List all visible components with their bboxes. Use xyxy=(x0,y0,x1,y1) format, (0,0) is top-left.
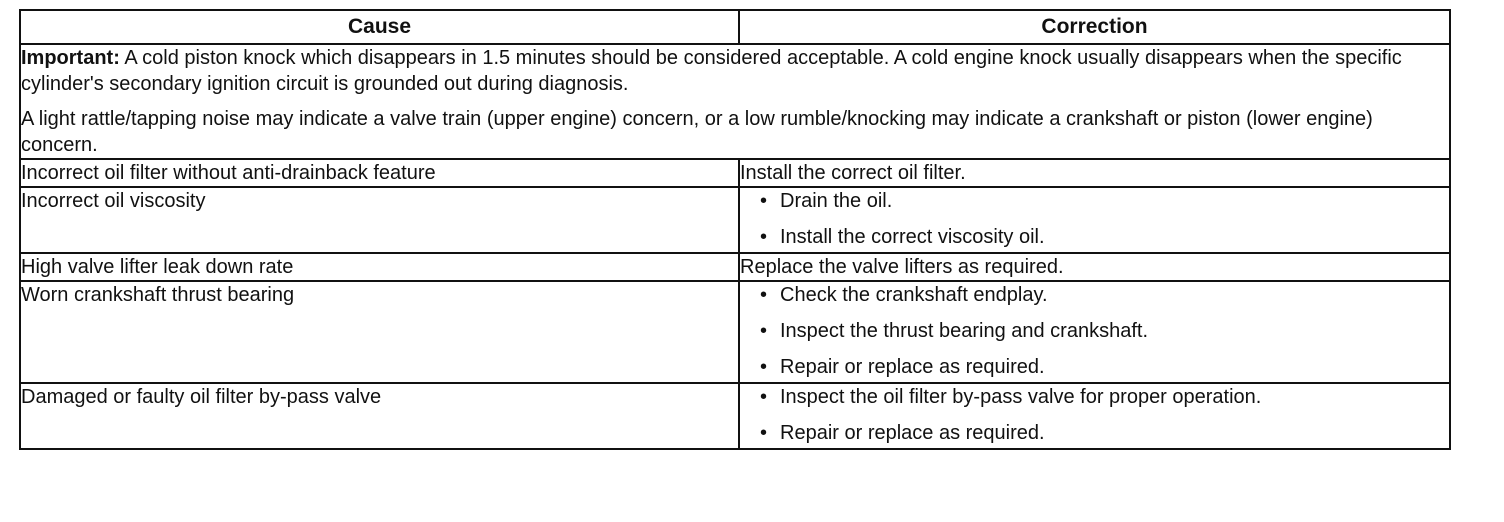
list-item xyxy=(756,384,1449,410)
note-paragraph-2: A light rattle/tapping noise may indicate a valve train (upper engine) concern, or a low rumble/knocking may indicate a crankshaft or piston (lower engine) concern. xyxy=(21,108,1373,156)
cause-cell: Worn crankshaft thrust bearing xyxy=(20,281,739,383)
correction-header: Correction xyxy=(739,10,1450,44)
cause-header: Cause xyxy=(20,10,739,44)
correction-cell xyxy=(739,383,1450,449)
note-paragraph-1 xyxy=(21,45,1449,97)
correction-cell: Install the correct oil filter. xyxy=(739,159,1450,187)
table-row xyxy=(20,159,1450,187)
important-note-row xyxy=(20,44,1450,159)
list-item xyxy=(756,420,1449,446)
table-row xyxy=(20,383,1450,449)
cause-cell: High valve lifter leak down rate xyxy=(20,253,739,281)
step-text: Repair or replace as required. xyxy=(780,356,1045,378)
step-text: Check the crankshaft endplay. xyxy=(780,284,1048,306)
step-text: Inspect the oil filter by-pass valve for proper operation. xyxy=(780,386,1262,408)
correction-cell xyxy=(739,281,1450,383)
bullet-icon: • xyxy=(760,284,768,306)
important-label: Important: xyxy=(21,47,120,69)
list-item xyxy=(756,282,1449,308)
correction-steps xyxy=(740,282,1449,380)
bullet-icon: • xyxy=(760,356,768,378)
list-item xyxy=(756,224,1449,250)
step-text: Drain the oil. xyxy=(780,190,893,212)
step-text: Install the correct viscosity oil. xyxy=(780,226,1045,248)
correction-cell: Replace the valve lifters as required. xyxy=(739,253,1450,281)
cause-cell: Incorrect oil viscosity xyxy=(20,187,739,253)
bullet-icon: • xyxy=(760,320,768,342)
important-note xyxy=(20,44,1450,159)
cause-cell: Damaged or faulty oil filter by-pass valve xyxy=(20,383,739,449)
correction-cell xyxy=(739,187,1450,253)
bullet-icon: • xyxy=(760,422,768,444)
header-row xyxy=(20,10,1450,44)
cause-cell: Incorrect oil filter without anti-drainback feature xyxy=(20,159,739,187)
step-text: Inspect the thrust bearing and crankshaft. xyxy=(780,320,1148,342)
correction-steps xyxy=(740,188,1449,250)
bullet-icon: • xyxy=(760,386,768,408)
list-item xyxy=(756,318,1449,344)
correction-steps xyxy=(740,384,1449,446)
step-text: Repair or replace as required. xyxy=(780,422,1045,444)
bullet-icon: • xyxy=(760,190,768,212)
note-text-1: A cold piston knock which disappears in 1.5 minutes should be considered acceptable. A cold engine knock usually disappears when the specific cylinder's secondary ignition circuit is grounded out during diagnosis. xyxy=(21,47,1402,95)
table-row xyxy=(20,253,1450,281)
list-item xyxy=(756,354,1449,380)
bullet-icon: • xyxy=(760,226,768,248)
diagnostic-table xyxy=(19,9,1451,450)
table-row xyxy=(20,187,1450,253)
list-item xyxy=(756,188,1449,214)
table-row xyxy=(20,281,1450,383)
